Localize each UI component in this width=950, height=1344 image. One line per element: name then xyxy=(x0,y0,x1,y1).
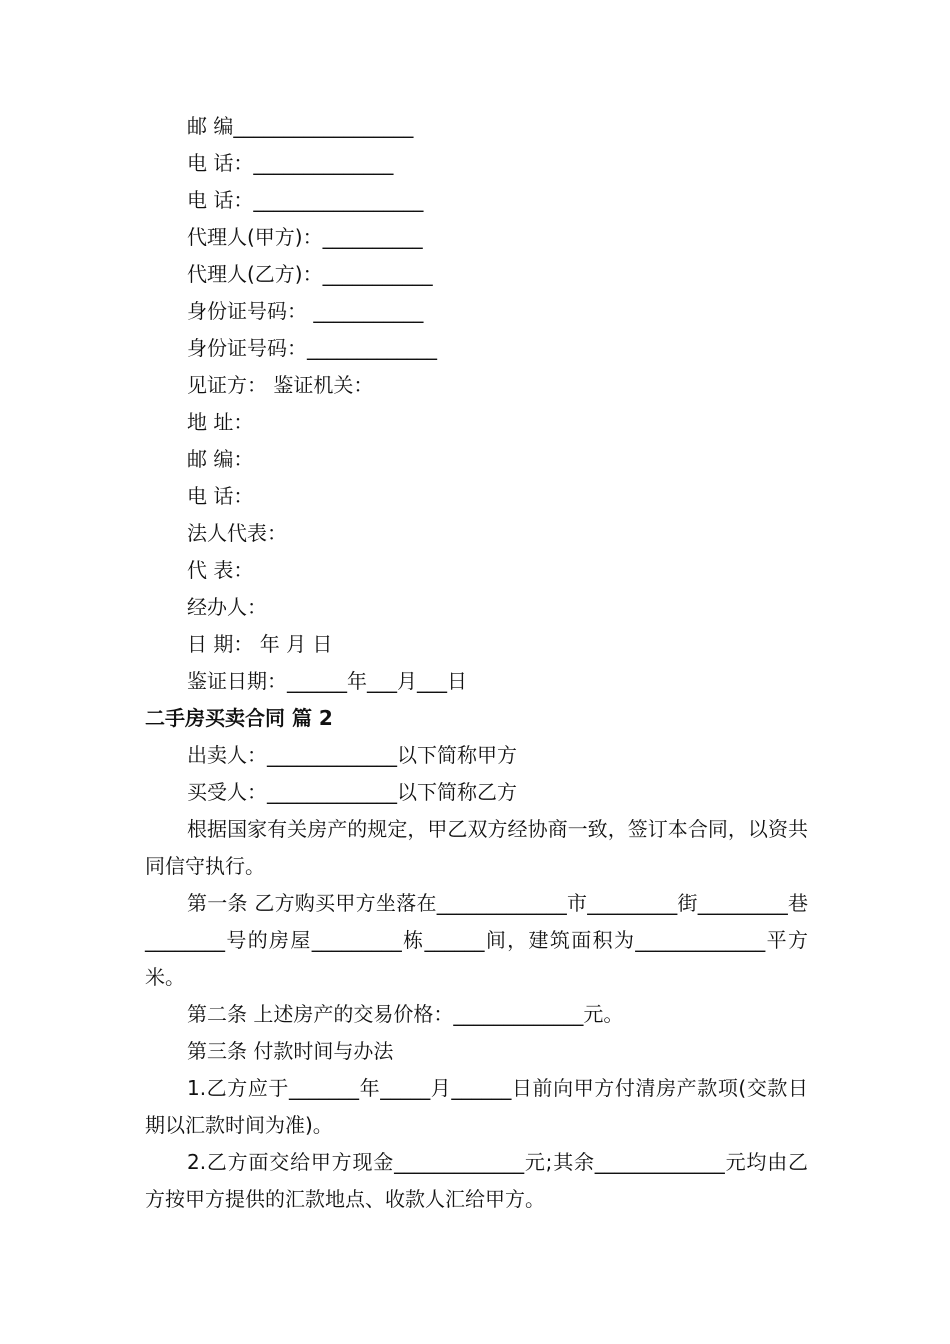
buyer-line: 买受人：_____________以下简称乙方 xyxy=(187,780,517,804)
article-1-paragraph: 第一条 乙方购买甲方坐落在_____________市_________街_________巷________号的房屋_________栋______间，建筑面积为_____________平方米。 xyxy=(145,891,808,989)
document-body xyxy=(145,108,808,1218)
phone-line: 电 话： xyxy=(187,484,254,508)
id-number-line: 身份证号码： ___________ xyxy=(187,299,424,323)
id-number-line: 身份证号码：_____________ xyxy=(187,336,437,360)
phone-line: 电 话：______________ xyxy=(187,151,394,175)
witness-line: 见证方： 鉴证机关： xyxy=(187,373,374,397)
certification-date-line: 鉴证日期：______年___月___日 xyxy=(187,669,467,693)
phone-line: 电 话：_________________ xyxy=(187,188,424,212)
article-3-paragraph: 第三条 付款时间与办法 xyxy=(187,1039,394,1063)
postcode-line: 邮 编： xyxy=(187,447,254,471)
article-2-paragraph: 第二条 上述房产的交易价格：_____________元。 xyxy=(187,1002,624,1026)
payment-item-2: 2.乙方面交给甲方现金_____________元;其余_____________元均由乙方按甲方提供的汇款地点、收款人汇给甲方。 xyxy=(145,1150,808,1211)
address-line: 地 址： xyxy=(187,410,254,434)
section-heading: 二手房买卖合同 篇 2 xyxy=(145,706,333,730)
seller-line: 出卖人：_____________以下简称甲方 xyxy=(187,743,517,767)
date-line: 日 期： 年 月 日 xyxy=(187,632,333,656)
legal-representative-line: 法人代表： xyxy=(187,521,287,545)
agent-party-a-line: 代理人(甲方)：__________ xyxy=(187,225,423,249)
representative-line: 代 表： xyxy=(187,558,254,582)
agent-party-b-line: 代理人(乙方)：___________ xyxy=(187,262,433,286)
intro-paragraph: 根据国家有关房产的规定，甲乙双方经协商一致，签订本合同，以资共同信守执行。 xyxy=(145,817,808,878)
payment-item-1: 1.乙方应于_______年_____月______日前向甲方付清房产款项(交款日期以汇款时间为准)。 xyxy=(145,1076,808,1137)
handler-line: 经办人： xyxy=(187,595,267,619)
postcode-line: 邮 编__________________ xyxy=(187,114,414,138)
